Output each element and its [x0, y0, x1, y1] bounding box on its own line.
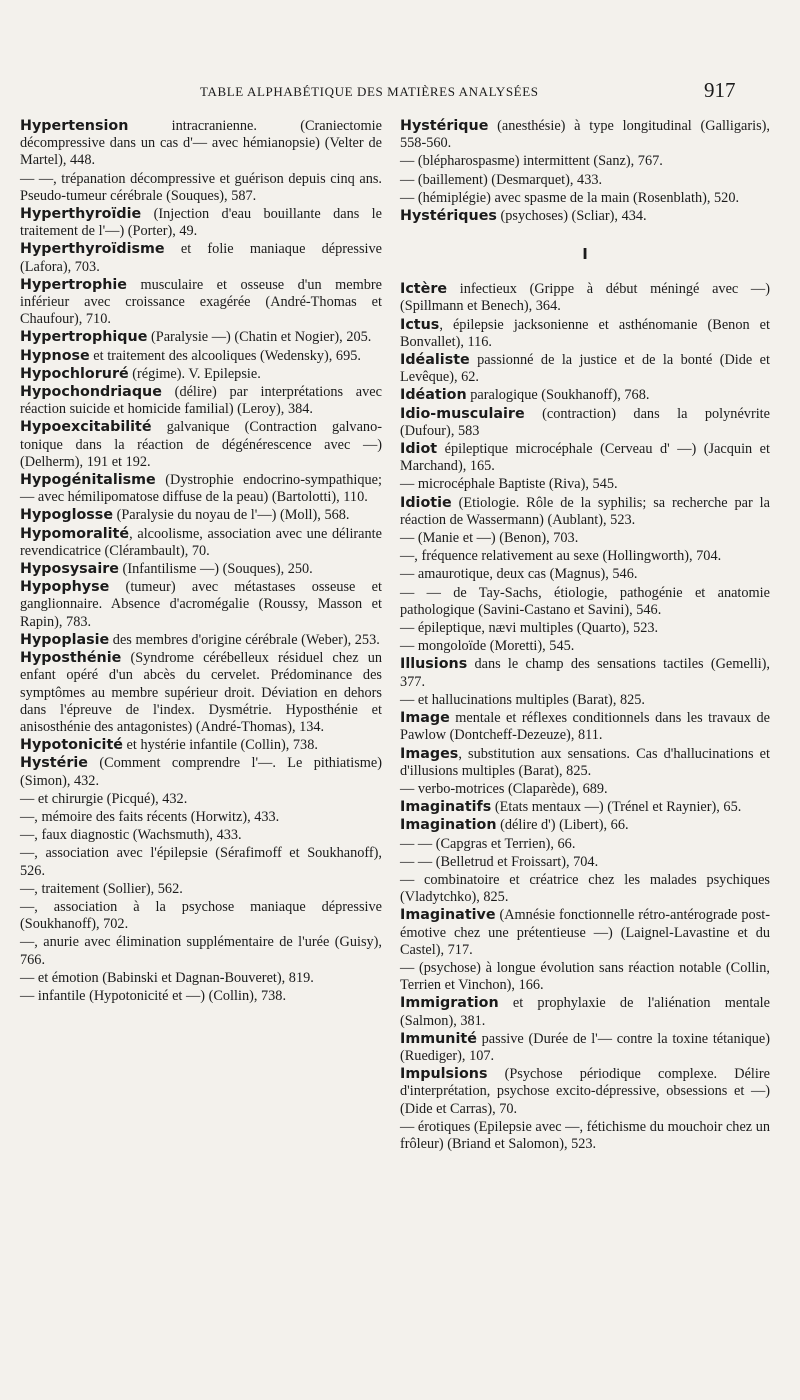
entry-term: Hypotonicité [20, 737, 123, 754]
entry-term: Idéaliste [400, 352, 470, 369]
index-entry [400, 476, 770, 493]
entry-term: Hypertrophie [20, 276, 127, 293]
index-entry [20, 650, 382, 736]
index-entry [400, 190, 770, 207]
entry-text: des membres d'origine cérébrale (Weber), 253. [109, 631, 380, 648]
entry-term: Immunité [400, 1030, 477, 1047]
entry-text: infectieux (Grippe à début méningé avec —) (Spillmann et Benech), 364. [400, 281, 770, 315]
entry-text: — (hémiplégie) avec spasme de la main (Rosenblath), 520. [400, 189, 740, 206]
entry-text: (Amnésie fonctionnelle rétro-antérograde post-émotive chez une prétentieuse —) (Laignel-Lavastine et du Castel), 717. [400, 907, 770, 958]
index-entry [20, 845, 382, 879]
index-entry [20, 329, 382, 346]
entry-term: Illusions [400, 656, 468, 673]
index-entry [20, 526, 382, 560]
section-letter: I [582, 245, 588, 264]
entry-term: Hypnose [20, 347, 90, 364]
entry-term: Hypoglosse [20, 507, 114, 524]
index-entry [400, 1066, 770, 1118]
index-entry [400, 317, 770, 351]
entry-text: dans le champ des sensations tactiles (Gemelli), 377. [400, 656, 770, 690]
entry-text: —, association avec l'épilepsie (Sérafimoff et Soukhanoff), 526. [20, 845, 382, 879]
page-number: 917 [704, 78, 736, 102]
index-entry [20, 348, 382, 365]
entry-text: , épilepsie jacksonienne et asthénomanie (Benon et Bonvallet), 116. [400, 316, 770, 350]
index-entry [20, 384, 382, 418]
entry-text: — amaurotique, deux cas (Magnus), 546. [400, 566, 638, 583]
entry-text: — et hallucinations multiples (Barat), 825. [400, 691, 645, 708]
entry-text: (régime). V. Epilepsie. [128, 365, 261, 382]
index-entry [400, 710, 770, 744]
index-entry [20, 118, 382, 170]
index-entry [400, 638, 770, 655]
entry-text: — (Manie et —) (Benon), 703. [400, 530, 579, 547]
entry-text: (Etiologie. Rôle de la syphilis; sa recherche par la réaction de Wassermann) (Aublant), 523. [400, 494, 770, 528]
entry-term: Hyposysaire [20, 561, 119, 578]
index-entry [20, 366, 382, 383]
index-entry [400, 799, 770, 816]
index-entry [400, 172, 770, 189]
entry-term: Hypophyse [20, 579, 110, 596]
index-entry [400, 620, 770, 637]
index-entry [400, 548, 770, 565]
entry-term: Hypoexcitabilité [20, 419, 152, 436]
entry-text: — et émotion (Babinski et Dagnan-Bouveret), 819. [20, 969, 314, 986]
entry-term: Idéation [400, 387, 467, 404]
entry-term: Imaginative [400, 907, 496, 924]
entry-term: Hypochondriaque [20, 384, 162, 401]
entry-term: Hypochloruré [20, 365, 129, 382]
entry-text: (Syndrome cérébelleux résiduel chez un enfant opéré d'un abcès du cervelet. Prédominance des symptômes au membre supérieur droit. Déviation en dehors dans l'épreuve de l'index. Dysmétrie. Hyposthénie et anisosthénie des antagonistes) (André-Thomas), 134. [20, 650, 382, 735]
entry-text: mentale et réflexes conditionnels dans les travaux de Pawlow (Dontcheff-Dezeuze), 811. [400, 710, 770, 744]
entry-term: Hystérie [20, 755, 88, 772]
entry-text: (psychoses) (Scliar), 434. [496, 208, 647, 225]
entry-text: — — (Belletrud et Froissart), 704. [400, 853, 599, 870]
index-entry [20, 809, 382, 826]
index-entry [20, 579, 382, 631]
entry-text: (Dystrophie endocrino-sympathique; — avec hémilipomatose diffuse de la peau) (Bartolotti), 110. [20, 472, 382, 506]
entry-term: Hystériques [400, 208, 497, 225]
entry-term: Hystérique [400, 118, 489, 134]
entry-term: Hypoplasie [20, 631, 110, 648]
index-entry [20, 791, 382, 808]
entry-text: — et chirurgie (Picqué), 432. [20, 790, 188, 807]
entry-term: Hyperthyroïdie [20, 206, 142, 223]
entry-text: —, traitement (Sollier), 562. [20, 880, 183, 897]
entry-term: Ictère [400, 281, 448, 298]
index-entry [400, 1119, 770, 1153]
index-entry [20, 755, 382, 789]
entry-text: , alcoolisme, association avec une délirante revendicatrice (Clérambault), 70. [20, 525, 382, 559]
entry-term: Hypomoralité [20, 525, 130, 542]
entry-text: (tumeur) avec métastases osseuse et ganglionnaire. Absence d'acromégalie (Roussy, Masson et Rapin), 783. [20, 579, 382, 630]
entry-text: (anesthésie) à type longitudinal (Galligaris), 558-560. [400, 118, 770, 152]
page-header [0, 78, 800, 102]
index-entry [20, 419, 382, 471]
entry-text: épileptique microcéphale (Cerveau d' —) (Jacquin et Marchand), 165. [400, 441, 770, 475]
index-entry [400, 118, 770, 152]
index-entry [20, 988, 382, 1005]
entry-text: — verbo-motrices (Claparède), 689. [400, 780, 608, 797]
entry-text: (Infantilisme —) (Souques), 250. [118, 561, 313, 578]
entry-term: Impulsions [400, 1066, 488, 1083]
entry-term: Images [400, 745, 459, 762]
index-entry [400, 907, 770, 959]
entry-text: — microcéphale Baptiste (Riva), 545. [400, 476, 618, 493]
index-entry [400, 208, 770, 225]
index-entry [400, 566, 770, 583]
index-entry [400, 746, 770, 780]
index-entry [400, 585, 770, 619]
index-entry [400, 995, 770, 1029]
index-entry [20, 507, 382, 524]
entry-text: (Psychose périodique complexe. Délire d'interprétation, psychose excito-dépressive, obsessions et —) (Dide et Carras), 70. [400, 1066, 770, 1117]
index-entry [400, 656, 770, 690]
index-entry [400, 836, 770, 853]
index-entry [400, 872, 770, 906]
index-entry [20, 881, 382, 898]
index-entry [400, 352, 770, 386]
entry-text: — épileptique, nævi multiples (Quarto), 523. [400, 620, 659, 637]
entry-text: — (baillement) (Desmarquet), 433. [400, 171, 603, 188]
entry-text: — (blépharospasme) intermittent (Sanz), 767. [400, 153, 663, 170]
entry-term: Image [400, 710, 450, 727]
entry-text: passionné de la justice et de la bonté (Dide et Levêque), 62. [400, 352, 770, 386]
index-entry [20, 632, 382, 649]
entry-term: Idiotie [400, 494, 452, 511]
entry-text: et prophylaxie de l'aliénation mentale (Salmon), 381. [400, 995, 770, 1029]
index-entry [20, 472, 382, 506]
left-column [20, 118, 382, 1006]
entry-text: et folie maniaque dépressive (Lafora), 703. [20, 241, 382, 275]
entry-text: (délire) par interprétations avec réaction suicide et homicide familial) (Leroy), 384. [20, 384, 382, 418]
index-entry [20, 737, 382, 754]
i-entries [400, 281, 770, 1153]
index-entry [20, 171, 382, 205]
entry-text: , substitution aux sensations. Cas d'hallucinations et d'illusions multiples (Barat), 825. [400, 745, 770, 779]
entry-text: — — (Capgras et Terrien), 66. [400, 835, 576, 852]
index-entry [400, 692, 770, 709]
entry-text: musculaire et osseuse d'un membre inférieur avec croissance exagérée (André-Thomas et Chaufour), 710. [20, 276, 382, 328]
entry-term: Hyposthénie [20, 650, 122, 667]
entry-text: — érotiques (Epilepsie avec —, fétichisme du mouchoir chez un frôleur) (Briand et Salomon), 523. [400, 1118, 771, 1152]
entry-text: (Comment comprendre l'—. Le pithiatisme) (Simon), 432. [20, 755, 382, 789]
entry-term: Hyperthyroïdisme [20, 241, 165, 258]
index-entry [400, 281, 770, 315]
entry-term: Ictus [400, 316, 440, 333]
entry-text: — — de Tay-Sachs, étiologie, pathogénie et anatomie pathologique (Savini-Castano et Savini), 546. [400, 584, 770, 618]
index-entry [20, 899, 382, 933]
entry-text: — combinatoire et créatrice chez les malades psychiques (Vladytchko), 825. [400, 871, 770, 906]
index-entry [400, 153, 770, 170]
index-entry [400, 817, 770, 834]
index-entry [400, 1031, 770, 1065]
index-entry [400, 854, 770, 871]
entry-text: —, association à la psychose maniaque dépressive (Soukhanoff), 702. [20, 898, 382, 933]
entry-text: galvanique (Contraction galvano-tonique dans la réaction de dégénérescence avec —) (Delherm), 191 et 192. [20, 419, 382, 470]
entry-text: —, mémoire des faits récents (Horwitz), 433. [20, 808, 280, 825]
entry-term: Hypertension [20, 118, 129, 134]
right-column [400, 118, 770, 1154]
entry-term: Imaginatifs [400, 799, 492, 816]
entry-text: (délire d') (Libert), 66. [496, 817, 629, 834]
entry-text: passive (Durée de l'— contre la toxine tétanique) (Ruediger), 107. [400, 1030, 770, 1064]
index-entry [20, 827, 382, 844]
entry-term: Immigration [400, 995, 499, 1012]
h-entries [400, 118, 770, 225]
entry-term: Idio-musculaire [400, 405, 525, 422]
entry-term: Idiot [400, 441, 438, 458]
index-entry [20, 277, 382, 329]
entry-text: (Paralysie du noyau de l'—) (Moll), 568. [113, 507, 350, 524]
entry-text: —, anurie avec élimination supplémentaire de l'urée (Guisy), 766. [20, 934, 382, 968]
entry-text: (contraction) dans la polynévrite (Dufour), 583 [400, 405, 770, 439]
entry-text: — —, trépanation décompressive et guérison depuis cinq ans. Pseudo-tumeur cérébrale (Souques), 587. [20, 170, 382, 204]
entry-text: intracranienne. (Craniectomie décompressive dans un cas d'— avec hémianopsie) (Velter de Martel), 448. [20, 118, 382, 169]
entry-text: —, fréquence relativement au sexe (Hollingworth), 704. [400, 548, 722, 565]
entry-term: Imagination [400, 817, 497, 834]
index-entry [20, 561, 382, 578]
entry-text: (Paralysie —) (Chatin et Nogier), 205. [147, 329, 372, 346]
index-entry [20, 970, 382, 987]
index-entry [20, 206, 382, 240]
entry-text: (Etats mentaux —) (Trénel et Raynier), 65. [491, 799, 742, 816]
index-entry [400, 406, 770, 440]
entry-term: Hypogénitalisme [20, 472, 156, 489]
entry-text: (Injection d'eau bouillante dans le traitement de l'—) (Porter), 49. [20, 206, 382, 240]
index-entry [400, 441, 770, 475]
running-title: TABLE ALPHABÉTIQUE DES MATIÈRES ANALYSÉES [200, 84, 539, 99]
entry-text: —, faux diagnostic (Wachsmuth), 433. [20, 827, 242, 844]
index-entry [20, 241, 382, 275]
index-entry [400, 530, 770, 547]
index-entry [400, 960, 770, 994]
entry-text: et traitement des alcooliques (Wedensky), 695. [89, 347, 361, 364]
index-entry [400, 781, 770, 798]
entry-text: et hystérie infantile (Collin), 738. [122, 737, 318, 754]
index-entry [400, 495, 770, 529]
entry-text: paralogique (Soukhanoff), 768. [466, 387, 650, 404]
index-entry [20, 934, 382, 968]
entry-term: Hypertrophique [20, 329, 148, 346]
index-entry [400, 387, 770, 404]
entry-text: — infantile (Hypotonicité et —) (Collin), 738. [20, 987, 287, 1004]
entry-text: — (psychose) à longue évolution sans réaction notable (Collin, Terrien et Vinchon), 166. [400, 959, 770, 994]
entry-text: — mongoloïde (Moretti), 545. [400, 638, 575, 655]
